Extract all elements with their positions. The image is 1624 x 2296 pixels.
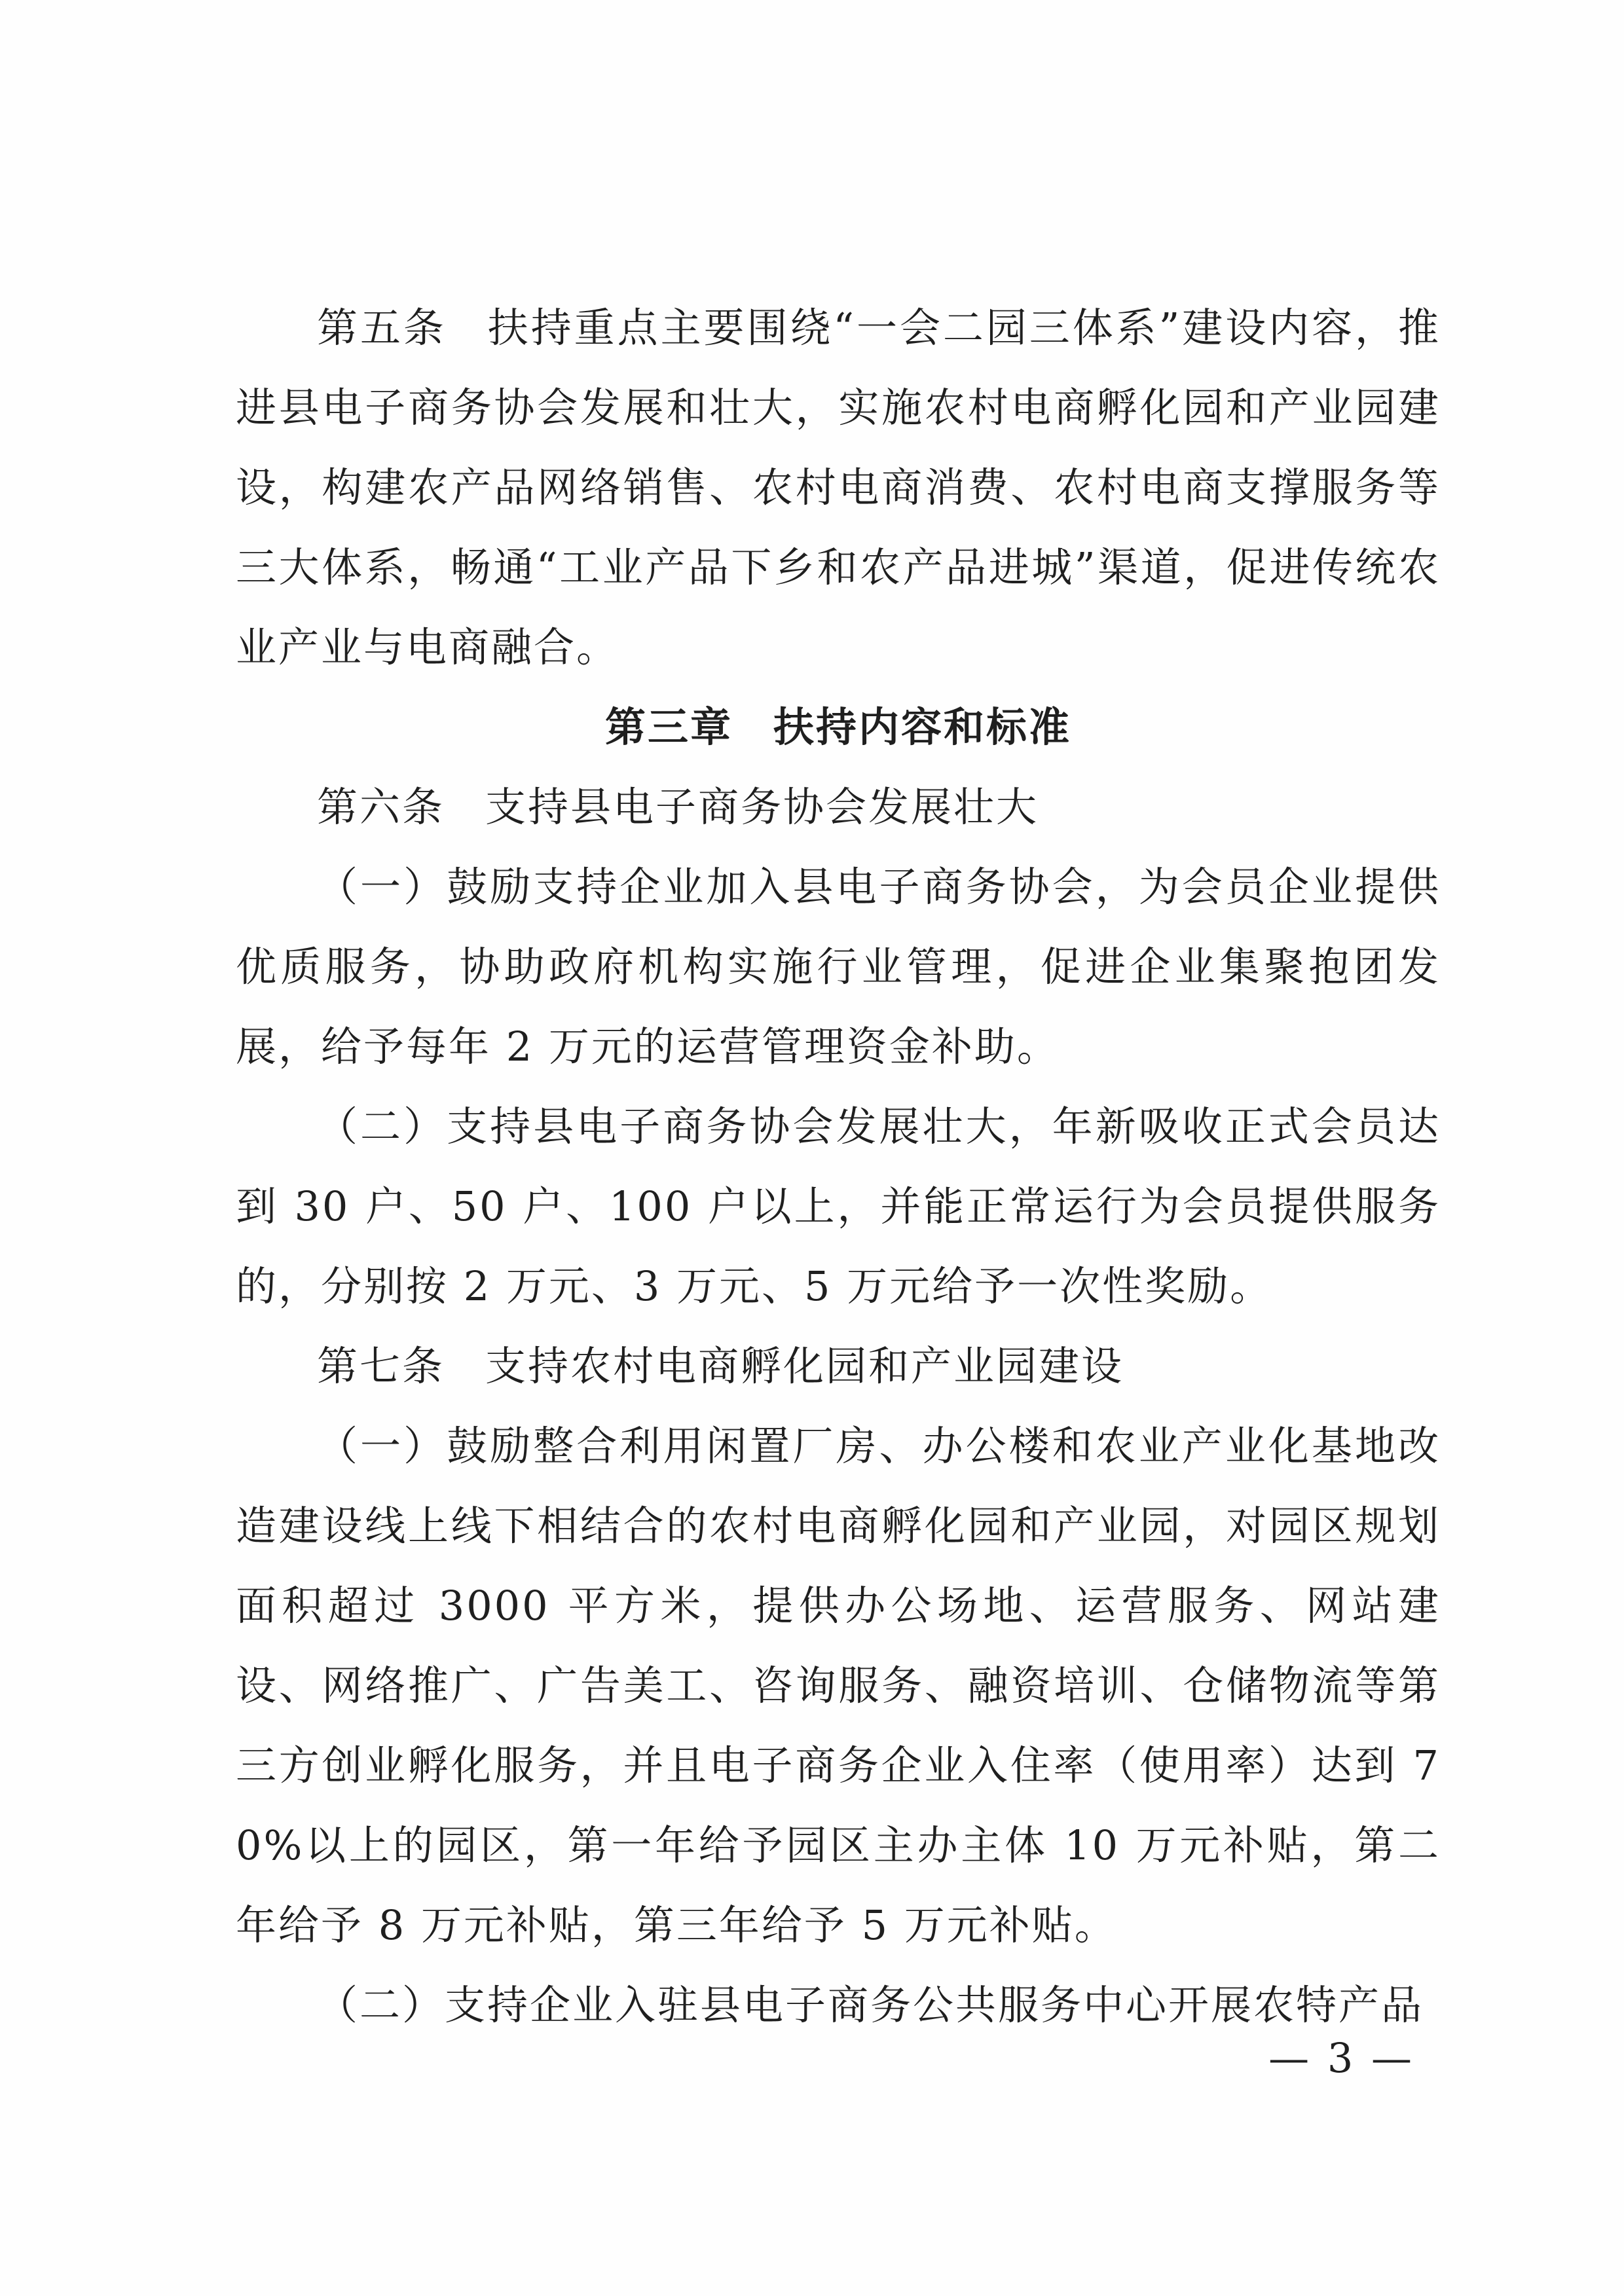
page-number bbox=[0, 2032, 1624, 2085]
document-body bbox=[236, 288, 1441, 2045]
article-6-clause-1: （一）鼓励支持企业加入县电子商务协会，为会员企业提供优质服务，协助政府机构实施行业管理，促进企业集聚抱团发展，给予每年 2 万元的运营管理资金补助。 bbox=[236, 863, 1441, 1070]
article-7-heading: 第七条 bbox=[317, 1342, 445, 1390]
article-6-text: 支持县电子商务协会发展壮大 bbox=[485, 783, 1039, 831]
article-5-paragraph bbox=[236, 288, 1441, 687]
article-5-heading: 第五条 bbox=[317, 304, 447, 352]
article-7-clause-1: （一）鼓励整合利用闲置厂房、办公楼和农业产业化基地改造建设线上线下相结合的农村电商孵化园和产业园，对园区规划面积超过 3000 平方米，提供办公场地、运营服务、网站建设、网络推广、广告美工、咨询服务、融资培训、仓储物流等第三方创业孵化服务，并且电子商务企业入住率（使用率）达到 70%以上的园区，第一年给予园区主办主体 10 万元补贴，第二年给予 8 万元补贴，第三年给予 5 万元补贴。 bbox=[236, 1422, 1441, 1949]
article-7-paragraph bbox=[236, 1326, 1441, 1406]
article-6-clause-2: （二）支持县电子商务协会发展壮大，年新吸收正式会员达到 30 户、50 户、100 户以上，并能正常运行为会员提供服务的，分别按 2 万元、3 万元、5 万元给予一次性奖励。 bbox=[236, 1102, 1441, 1310]
article-7-clause-2: （二）支持企业入驻县电子商务公共服务中心开展农特产品 bbox=[317, 1981, 1424, 2029]
page-number-text: — 3 — bbox=[1268, 2034, 1414, 2082]
article-5-text: 扶持重点主要围绕“一会二园三体系”建设内容，推进县电子商务协会发展和壮大，实施农村电商孵化园和产业园建设，构建农产品网络销售、农村电商消费、农村电商支撑服务等三大体系，畅通“工业产品下乡和农产品进城”渠道，促进传统农业产业与电商融合。 bbox=[236, 304, 1441, 671]
article-7-text: 支持农村电商孵化园和产业园建设 bbox=[485, 1342, 1124, 1390]
article-6-heading: 第六条 bbox=[317, 783, 445, 831]
article-6-paragraph bbox=[236, 767, 1441, 847]
chapter-3-name: 扶持内容和标准 bbox=[773, 703, 1072, 751]
chapter-3-number: 第三章 bbox=[604, 703, 733, 751]
chapter-3-title bbox=[236, 687, 1441, 767]
